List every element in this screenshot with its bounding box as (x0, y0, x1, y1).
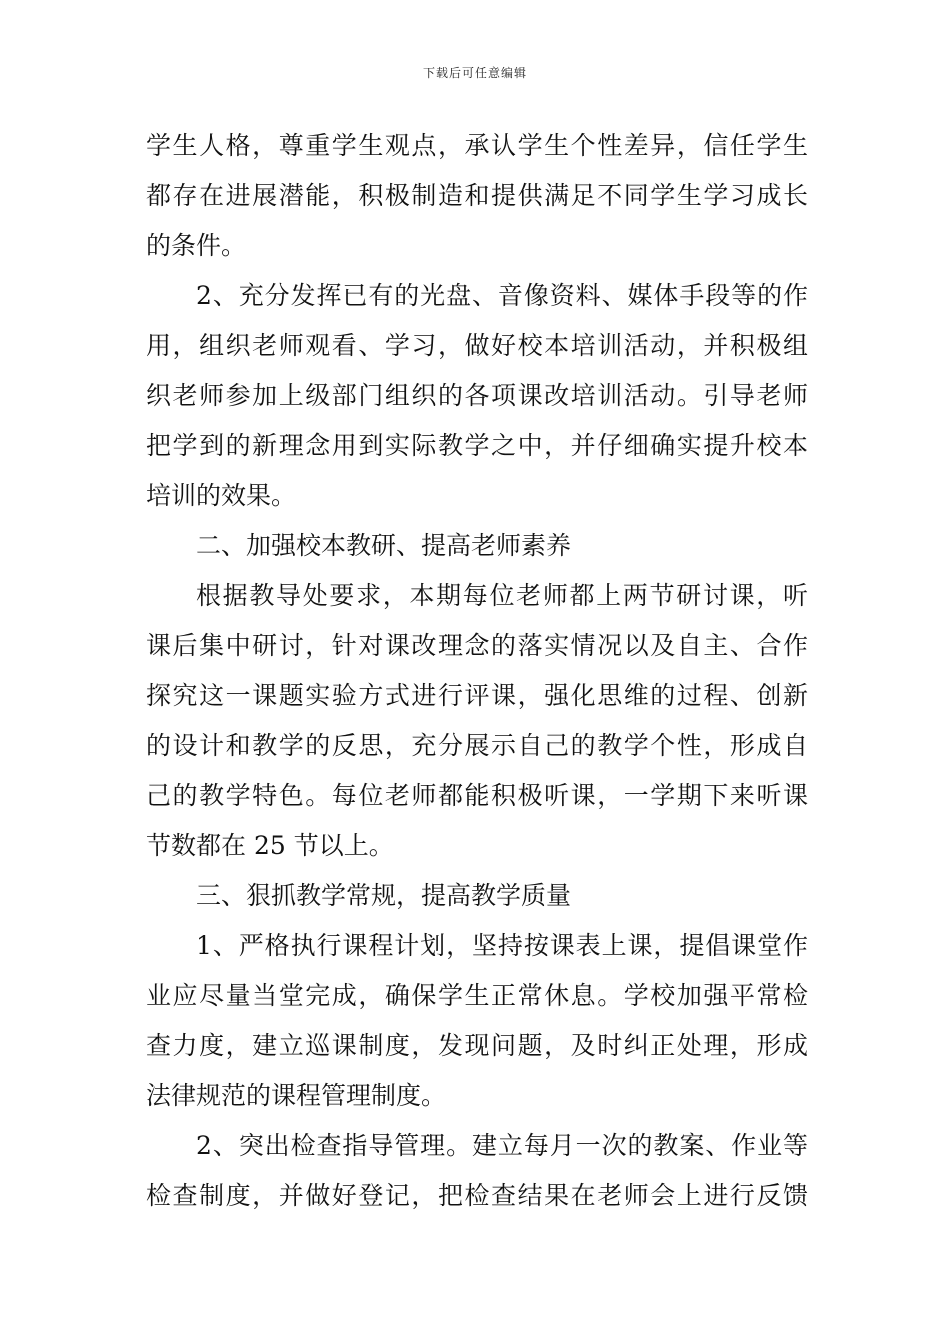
text-line: 的设计和教学的反思，充分展示自己的教学个性，形成自 (146, 731, 808, 760)
text-line: 用，组织老师观看、学习，做好校本培训活动，并积极组 (146, 331, 808, 360)
text-line: 根据教导处要求，本期每位老师都上两节研讨课，听 (196, 581, 808, 610)
text-line: 的条件。 (146, 231, 247, 260)
text-line: 1、严格执行课程计划，坚持按课表上课，提倡课堂作 (196, 931, 808, 960)
page-header: 下载后可任意编辑 (422, 66, 527, 80)
text-line: 己的教学特色。每位老师都能积极听课，一学期下来听课 (146, 781, 808, 810)
text-line: 2、突出检查指导管理。建立每月一次的教案、作业等 (196, 1131, 808, 1160)
text-line: 三、狠抓教学常规，提高教学质量 (196, 881, 572, 910)
text-line: 二、加强校本教研、提高老师素养 (196, 531, 572, 560)
text-line: 培训的效果。 (146, 481, 297, 510)
text-line: 查力度，建立巡课制度，发现问题，及时纠正处理，形成 (146, 1031, 808, 1060)
text-line: 探究这一课题实验方式进行评课，强化思维的过程、创新 (146, 681, 808, 710)
text-line: 节数都在 25 节以上。 (146, 831, 394, 860)
text-line: 都存在进展潜能，积极制造和提供满足不同学生学习成长 (146, 181, 808, 210)
text-line: 把学到的新理念用到实际教学之中，并仔细确实提升校本 (146, 431, 808, 460)
text-line: 检查制度，并做好登记，把检查结果在老师会上进行反馈 (146, 1181, 808, 1210)
text-line: 课后集中研讨，针对课改理念的落实情况以及自主、合作 (146, 631, 808, 660)
text-line: 法律规范的课程管理制度。 (146, 1081, 447, 1110)
text-line: 织老师参加上级部门组织的各项课改培训活动。引导老师 (146, 381, 808, 410)
text-line: 2、充分发挥已有的光盘、音像资料、媒体手段等的作 (196, 281, 808, 310)
document-body (146, 121, 808, 1221)
text-line: 业应尽量当堂完成，确保学生正常休息。学校加强平常检 (146, 981, 808, 1010)
text-line: 学生人格，尊重学生观点，承认学生个性差异，信任学生 (146, 131, 808, 160)
